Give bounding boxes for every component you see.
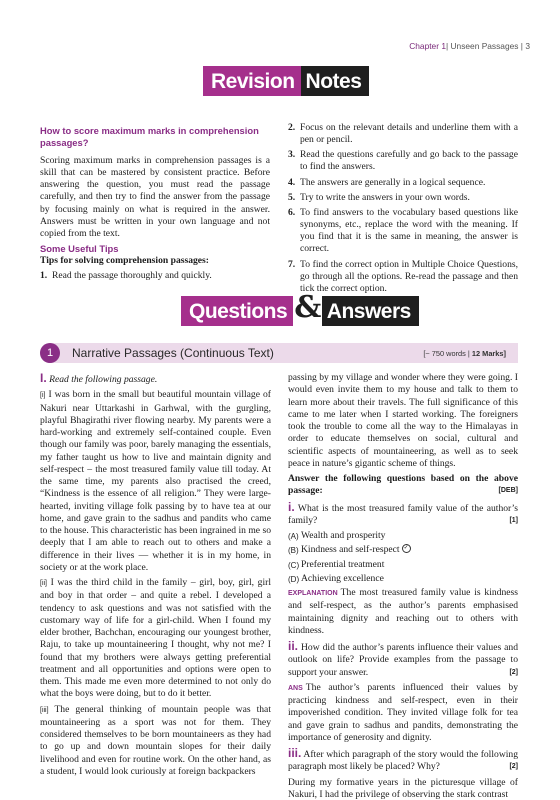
revision-intro: Scoring maximum marks in comprehension passages is a skill that can be mastered by consistent practice. Before answering the question, you must read the passage carefully, and then try to find the answer from the passage by focusing mainly on what is required in the answer. Answers must be written in your own language and not copied from the text. xyxy=(40,155,270,239)
option-correct: (B) Kindness and self-respect ✓ xyxy=(288,544,409,556)
banner-part-b: Notes xyxy=(301,66,370,96)
section-header xyxy=(40,343,518,363)
passage-continuation: passing by my village and wonder where they were going. I would even invite them to my house and talk to them to learn more about their travels. The full significance of this came to me later when I started working. The foreigners took the trouble to come all the way to the Himalayas in order to educate themselves on social, cultural and scientific aspects of mountaineering, as well as to seek peace in nature’s gigantic scheme of things. xyxy=(288,372,518,469)
passage-paragraph: [i] I was born in the small but beautiful mountain village of Nakuri near Uttarkashi in Garhwal, with the gurgling, playful Bhagirathi river flowing nearby. My parents were a hard-working and extremely self-contained couple. Even though our family was poor, barely managing the essentials, my father taught us how to live and maintain dignity and self-respect – the most treasured family value till today. At the same time, my parents also practised the creed, “Kindness is the essence of all religion.” They were large-hearted, inviting village folk passing by to have tea at our home, and gave grain to the sadhus and pandits who came to the house. This characteristic has been ingrained in me so deeply that I am able to reach out to others and make a difference in their lives — whether it is in my home, in society or at the work place. xyxy=(40,389,271,573)
revision-right-column xyxy=(288,122,518,298)
tip-item: 4. The answers are generally in a logical sequence. xyxy=(288,176,486,188)
passage-instruction: I. Read the following passage. xyxy=(40,371,158,385)
tip-item: 5. Try to write the answers in your own words. xyxy=(288,191,470,203)
tip-item: 1. Read the passage thoroughly and quickly. xyxy=(40,270,212,282)
banner-part-a: Revision xyxy=(203,66,301,96)
tips-heading: Some Useful Tips xyxy=(40,243,119,255)
question-extract: During my formative years in the picturesque village of Nakuri, I had the privilege of observing the stark contrast xyxy=(288,776,518,800)
passage-paragraph: [iii] The general thinking of mountain people was that mountaineering as a sport was not for them. They considered themselves to be born mountaineers as they had to go up and down mountain slopes for their daily livelihood and even for routine work. On the other hand, as a student, I would look curiously at foreign backpackers xyxy=(40,703,271,777)
chapter-label: Chapter 1 xyxy=(409,41,446,51)
answer-explanation: EXPLANATION The most treasured family value is kindness and self-respect, as the author’s parents emphasised maintaining dignity and reaching out to others with kindness. xyxy=(288,587,518,636)
questions-prompt: Answer the following questions based on the above passage: [DEB] xyxy=(288,473,518,497)
banner-part-b: Answers xyxy=(322,296,419,326)
page-number: 3 xyxy=(525,41,530,51)
question: iii. After which paragraph of the story would the following paragraph most likely be placed? Why? [2] xyxy=(288,746,519,773)
questions-answers-banner xyxy=(181,290,419,326)
passage-paragraph: [ii] I was the third child in the family – girl, boy, girl, girl and boy in that order – and quite a rebel. I developed a tendency to ask questions and was not satisfied with the customary way of life for a girl-child. When I found my elder brother, Bachchan, encouraging our youngest brother, Raju, to take up mountaineering I thought, why not me? I found that my brothers were always getting preferential treatment and all opportunities and options were open to them. This made me even more determined to not only do what the boys were doing, but to do it better. xyxy=(40,577,271,700)
option: (A) Wealth and prosperity xyxy=(288,530,386,541)
passage-column xyxy=(40,372,271,781)
question: i. What is the most treasured family value of the author’s family? [1] xyxy=(288,499,518,526)
banner-part-a: Questions xyxy=(181,296,293,326)
questions-column xyxy=(288,372,518,800)
option: (C) Preferential treatment xyxy=(288,558,385,570)
running-head: Chapter 1| Unseen Passages | 3 xyxy=(409,41,530,51)
tip-item: 3. Read the questions carefully and go back to the passage to find the answers. xyxy=(288,149,518,173)
revision-notes-banner xyxy=(203,66,369,96)
tip-item: 2. Focus on the relevant details and underline them with a pen or pencil. xyxy=(288,122,518,146)
chapter-title: Unseen Passages xyxy=(450,41,519,51)
tip-item: 7. To find the correct option in Multiple Choice Questions, go through all the options. Re-read the passage and then tick the correct option. xyxy=(288,258,518,294)
tip-item: 6. To find answers to the vocabulary based questions like synonyms, etc., replace the word with the meaning. If you find that it is the same in meaning, the answer is correct. xyxy=(288,206,518,255)
section-title: Narrative Passages (Continuous Text) xyxy=(72,346,274,360)
section-number: 1 xyxy=(40,343,60,363)
ampersand: & xyxy=(294,290,321,325)
check-icon: ✓ xyxy=(403,545,409,552)
section-meta: [~ 750 words | 12 Marks] xyxy=(423,348,506,358)
revision-heading: How to score maximum marks in comprehension passages? xyxy=(40,125,259,148)
passage-label: I. xyxy=(40,371,47,385)
answer: ANS The author’s parents influenced their values by practicing kindness and self-respect, even in their impoverished condition. They invited village folk for tea and gave grain to sadhus and pandits, demonstrating the importance of generosity and dignity. xyxy=(288,681,518,743)
question: ii. How did the author’s parents influence their values and outlook on life? Provide examples from the passage to support your answer. [2] xyxy=(288,639,519,678)
option: (D) Achieving excellence xyxy=(288,572,384,584)
tips-subheading: Tips for solving comprehension passages: xyxy=(40,255,209,267)
revision-left-column xyxy=(40,125,270,286)
